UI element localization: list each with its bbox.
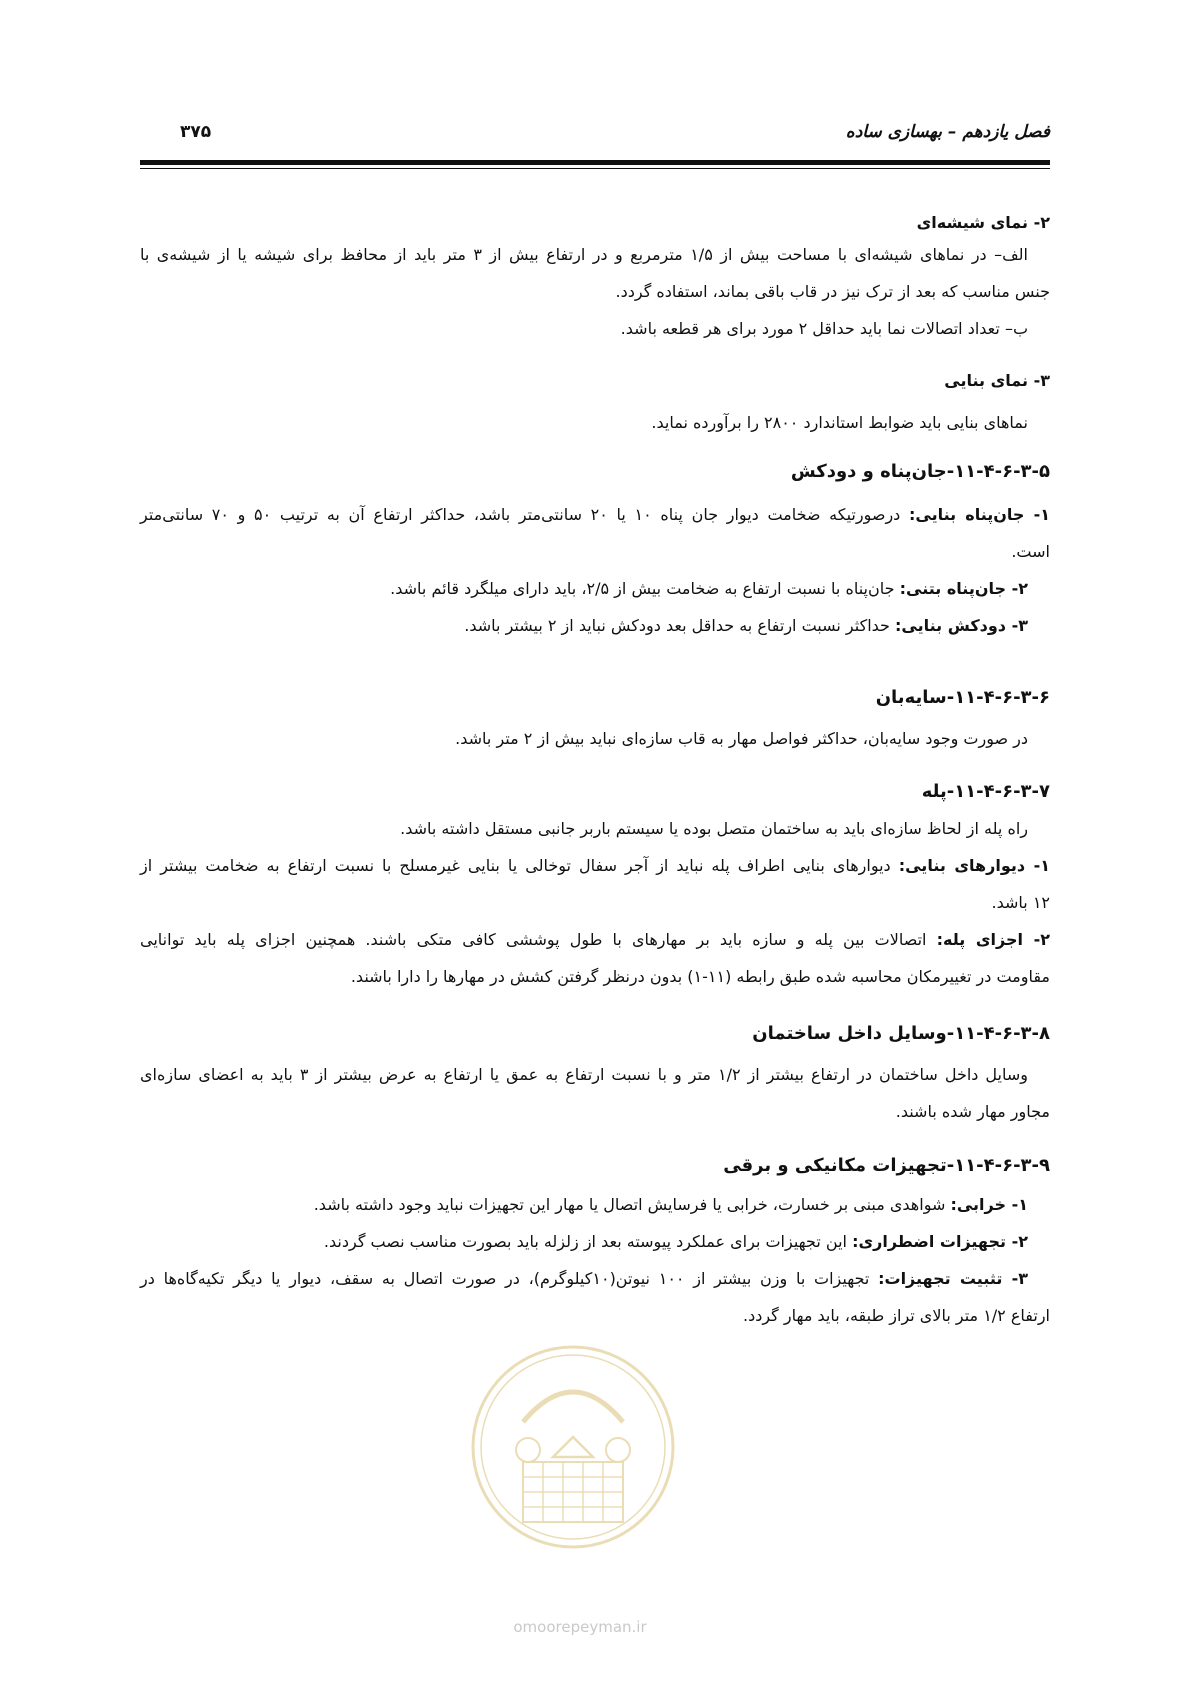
list-item: ۲- تجهیزات اضطراری: این تجهیزات برای عملکرد پیوسته بعد از زلزله باید بصورت مناسب نصب گردند. <box>323 1232 1028 1251</box>
list-item: ۱- دیوارهای بنایی: دیوارهای بنایی اطراف پله نباید از آجر سفال توخالی یا بنایی غیرمسلح با نسبت ارتفاع به ضخامت بیشتر از <box>140 856 1050 875</box>
text-line: در صورت وجود سایه‌بان، حداکثر فواصل مهار به قاب سازه‌ای نباید بیش از ۲ متر باشد. <box>455 729 1028 748</box>
section-mechanical-electrical <box>140 1152 1050 1180</box>
section-heading: ۲- نمای شیشه‌ای <box>916 213 1050 232</box>
text-line: جنس مناسب که بعد از ترک نیز در قاب باقی بماند، استفاده گردد. <box>615 282 1050 301</box>
text-line: است. <box>1011 542 1050 561</box>
list-item: ۲- اجزای پله: اتصالات بین پله و سازه باید بر مهارهای با طول پوششی کافی متکی باشند. همچنین اجزای پله باید توانایی <box>140 930 1050 949</box>
list-item: ۱- خرابی: شواهدی مبنی بر خسارت، خرابی یا فرسایش اتصال یا مهار این تجهیزات نباید وجود داشته باشد. <box>313 1195 1028 1214</box>
section-masonry-facade <box>140 368 1050 394</box>
paragraph <box>140 810 1050 995</box>
text-line: راه پله از لحاظ سازه‌ای باید به ساختمان متصل بوده یا سیستم باربر جانبی مستقل داشته باشد. <box>400 819 1028 838</box>
text-line: وسایل داخل ساختمان در ارتفاع بیشتر از ۱/۲ متر و با نسبت ارتفاع به عمق یا ارتفاع به عرض بیشتر از ۳ باید به اعضای سازه‌ای <box>140 1065 1028 1084</box>
chapter-title: فصل یازدهم – بهسازی ساده <box>845 122 1050 142</box>
paragraph <box>140 404 1050 441</box>
section-canopy <box>140 684 1050 712</box>
section-parapet-chimney <box>140 458 1050 486</box>
list-item: ۲- جان‌پناه بتنی: جان‌پناه با نسبت ارتفاع به ضخامت بیش از ۲/۵، باید دارای میلگرد قائم باشد. <box>390 579 1028 598</box>
text-line: ۱۲ باشد. <box>991 893 1050 912</box>
paragraph <box>140 720 1050 757</box>
paragraph <box>140 496 1050 644</box>
section-glass-facade <box>140 210 1050 236</box>
paragraph <box>140 1186 1050 1334</box>
text-line: ارتفاع ۱/۲ متر بالای تراز طبقه، باید مهار گردد. <box>743 1306 1050 1325</box>
text-line: الف– در نماهای شیشه‌ای با مساحت بیش از ۱/۵ مترمربع و در ارتفاع بیش از ۳ متر باید از محافظ برای شیشه یا از شیشه‌ی با <box>140 245 1029 264</box>
page-body <box>140 210 1050 1490</box>
text-line: مجاور مهار شده باشند. <box>895 1102 1050 1121</box>
page-header <box>140 122 1050 148</box>
watermark-url: omoorepeyman.ir <box>513 1618 647 1636</box>
section-heading: ۱۱-۴-۶-۳-۹-تجهیزات مکانیکی و برقی <box>723 1155 1050 1176</box>
section-heading: ۱۱-۴-۶-۳-۵-جان‌پناه و دودکش <box>790 461 1050 482</box>
section-heading: ۱۱-۴-۶-۳-۶-سایه‌بان <box>875 687 1050 708</box>
page-number: ۳۷۵ <box>180 122 212 142</box>
text-line: ب– تعداد اتصالات نما باید حداقل ۲ مورد برای هر قطعه باشد. <box>620 319 1028 338</box>
text-line: مقاومت در تغییرمکان محاسبه شده طبق رابطه (۱۱-۱) بدون درنظر گرفتن کشش در مهارها را دارا باشند. <box>350 967 1050 986</box>
section-heading: ۱۱-۴-۶-۳-۷-پله <box>921 781 1050 802</box>
header-rule-thick <box>140 160 1050 165</box>
text-line: نماهای بنایی باید ضوابط استاندارد ۲۸۰۰ را برآورده نماید. <box>651 413 1028 432</box>
header-rule-thin <box>140 168 1050 169</box>
watermark-logo-icon <box>468 1342 678 1552</box>
list-item: ۳- دودکش بنایی: حداکثر نسبت ارتفاع به حداقل بعد دودکش نباید از ۲ بیشتر باشد. <box>464 616 1028 635</box>
section-stairs <box>140 778 1050 806</box>
section-heading: ۱۱-۴-۶-۳-۸-وسایل داخل ساختمان <box>752 1023 1050 1044</box>
paragraph <box>140 1056 1050 1130</box>
paragraph <box>140 236 1050 347</box>
section-building-contents <box>140 1020 1050 1048</box>
list-item: ۳- تثبیت تجهیزات: تجهیزات با وزن بیشتر از ۱۰۰ نیوتن(۱۰کیلوگرم)، در صورت اتصال به سقف، دیوار یا دیگر تکیه‌گاه‌ها در <box>140 1269 1029 1288</box>
section-heading: ۳- نمای بنایی <box>944 371 1050 390</box>
list-item: ۱- جان‌پناه بنایی: درصورتیکه ضخامت دیوار جان پناه ۱۰ یا ۲۰ سانتی‌متر باشد، حداکثر ارتفاع آن به ترتیب ۵۰ و ۷۰ سانتی‌متر <box>140 505 1051 524</box>
